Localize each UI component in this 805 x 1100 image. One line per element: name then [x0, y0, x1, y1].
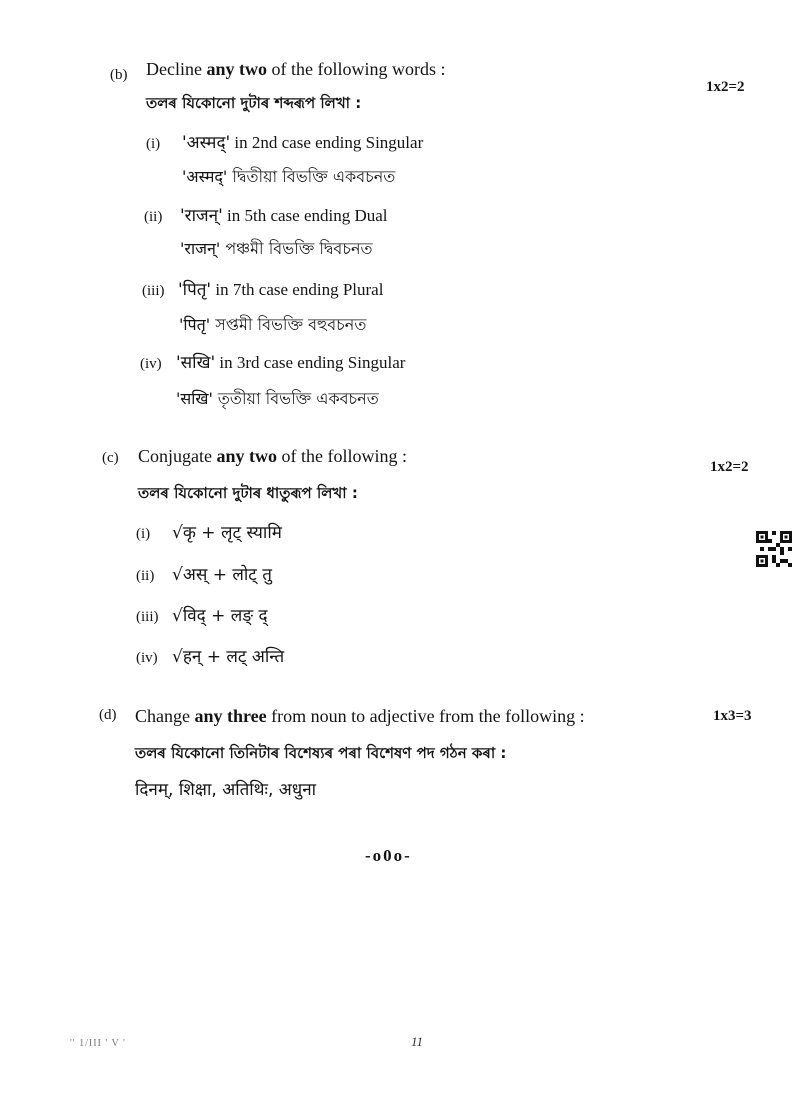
question-b-instruction: [146, 59, 445, 80]
item-text: in 7th case ending Plural: [211, 280, 384, 299]
question-b-instruction-bn: তলৰ যিকোনো দুটাৰ শব্দৰূপ লিখা :: [146, 94, 362, 112]
item-text: √हन् + लट् अन्ति: [172, 647, 285, 667]
item-number: (i): [146, 136, 161, 152]
instruction-emphasis: any two: [216, 446, 278, 466]
item-number: (iii): [142, 283, 165, 299]
c-item-2: [136, 562, 272, 585]
question-d-label: (d): [99, 707, 117, 723]
instruction-text: Decline: [146, 59, 207, 79]
question-d-instruction-bn: তলৰ যিকোনো তিনিটাৰ বিশেষ্যৰ পৰা বিশেষণ পদ গঠন কৰা :: [135, 744, 507, 762]
item-text: √अस् + लोट् तु: [172, 565, 272, 585]
question-c-instruction: [138, 446, 407, 467]
instruction-text: Change: [135, 706, 195, 726]
b-item-2-sub: 'राजन्' পঞ্চমী বিভক্তি দ্বিবচনত: [180, 239, 373, 258]
b-item-3-sub: 'पितृ' সপ্তমী বিভক্তি বহুবচনত: [179, 315, 367, 334]
b-item-1: [146, 130, 423, 153]
b-item-4-sub: 'सखि' তৃতীয়া বিভক্তি একবচনত: [176, 389, 379, 408]
item-word: 'अस्मद्': [182, 133, 231, 153]
instruction-text: Conjugate: [138, 446, 217, 466]
c-item-3: [136, 603, 268, 626]
footer-code: '' 1/III ' V ': [70, 1038, 126, 1049]
item-number: (iv): [140, 356, 162, 372]
b-item-3: [142, 277, 383, 300]
item-text: in 2nd case ending Singular: [230, 133, 424, 152]
question-d-words: दिनम्, शिक्षा, अतिथिः, अधुना: [135, 780, 317, 800]
item-number: (ii): [144, 209, 163, 225]
instruction-text: from noun to adjective from the following :: [266, 706, 585, 726]
item-number: (iii): [136, 609, 159, 625]
instruction-emphasis: any two: [206, 59, 267, 79]
question-b-label: (b): [110, 67, 128, 83]
c-item-1: [136, 520, 282, 543]
question-d-instruction: [135, 706, 585, 727]
c-item-4: [136, 644, 284, 667]
b-item-2: [144, 203, 388, 226]
item-word: 'पितृ': [178, 280, 212, 300]
question-c-marks: 1x2=2: [710, 459, 749, 475]
question-c-instruction-bn: তলৰ যিকোনো দুটাৰ ধাতুৰূপ লিখা :: [138, 484, 358, 502]
item-text: √विद् + लङ् द्: [172, 606, 268, 626]
qr-code-icon: [756, 531, 792, 567]
item-text: in 5th case ending Dual: [222, 206, 388, 225]
item-text: √कृ + लृट् स्यामि: [172, 523, 282, 543]
instruction-text: of the following words :: [266, 59, 446, 79]
page-number: 11: [411, 1034, 424, 1049]
item-text: in 3rd case ending Singular: [215, 353, 406, 372]
item-number: (ii): [136, 568, 155, 584]
question-d-marks: 1x3=3: [713, 708, 752, 724]
item-word: 'राजन्': [180, 206, 223, 226]
item-word: 'सखि': [176, 353, 216, 373]
item-number: (i): [136, 526, 151, 542]
end-of-paper-mark: -o0o-: [365, 846, 412, 865]
item-number: (iv): [136, 650, 158, 666]
question-c-label: (c): [102, 450, 119, 466]
instruction-text: of the following :: [277, 446, 407, 466]
b-item-4: [140, 350, 405, 373]
instruction-emphasis: any three: [194, 706, 267, 726]
question-b-marks: 1x2=2: [706, 79, 745, 95]
b-item-1-sub: 'अस्मद्' দ্বিতীয়া বিভক্তি একবচনত: [182, 167, 396, 186]
